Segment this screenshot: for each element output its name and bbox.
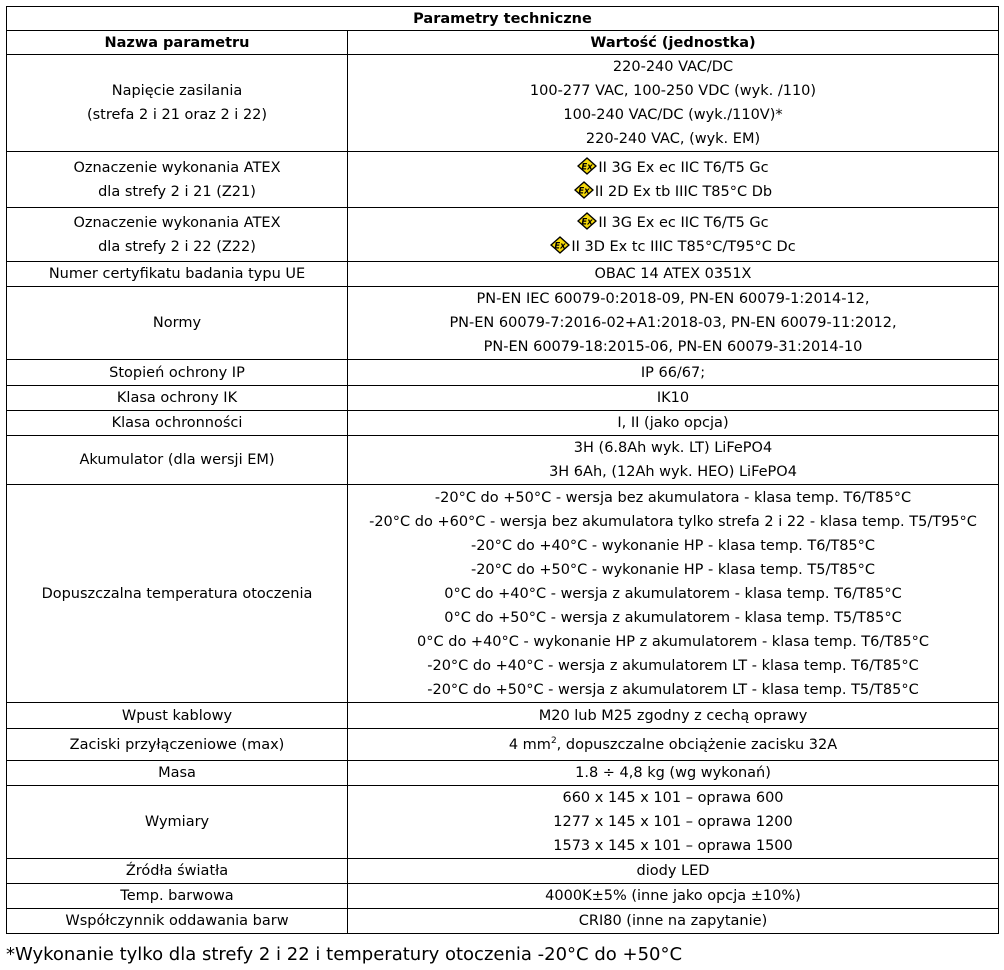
param-name: Współczynnik oddawania barw: [7, 909, 348, 934]
param-name: Źródła światła: [7, 859, 348, 884]
column-header-name: Nazwa parametru: [7, 31, 348, 55]
param-name: Wpust kablowy: [7, 703, 348, 729]
table-row: [7, 786, 999, 859]
param-name: Normy: [7, 287, 348, 360]
param-name: Dopuszczalna temperatura otoczenia: [7, 485, 348, 703]
table-row: [7, 761, 999, 786]
param-value: 4000K±5% (inne jako opcja ±10%): [348, 884, 999, 909]
param-value: 1.8 ÷ 4,8 kg (wg wykonań): [348, 761, 999, 786]
param-value: diody LED: [348, 859, 999, 884]
param-value: M20 lub M25 zgodny z cechą oprawy: [348, 703, 999, 729]
param-value: 3H (6.8Ah wyk. LT) LiFePO4 3H 6Ah, (12Ah wyk. HEO) LiFePO4: [348, 436, 999, 485]
param-value: 660 x 145 x 101 – oprawa 600 1277 x 145 x 101 – oprawa 1200 1573 x 145 x 101 – oprawa 1500: [348, 786, 999, 859]
column-header-value: Wartość (jednostka): [348, 31, 999, 55]
param-value: II 3G Ex ec IIC T6/T5 Gc II 3D Ex tc IIIC T85°C/T95°C Dc: [348, 208, 999, 262]
table-row: [7, 208, 999, 262]
atex-ex-icon: [574, 181, 594, 199]
param-name: Napięcie zasilania (strefa 2 i 21 oraz 2 i 22): [7, 55, 348, 152]
param-value: I, II (jako opcja): [348, 411, 999, 436]
param-value: 220-240 VAC/DC 100-277 VAC, 100-250 VDC (wyk. /110) 100-240 VAC/DC (wyk./110V)* 220-240 VAC, (wyk. EM): [348, 55, 999, 152]
atex-ex-icon: [550, 236, 570, 254]
atex-ex-icon: [577, 157, 597, 175]
param-value: CRI80 (inne na zapytanie): [348, 909, 999, 934]
param-value: II 3G Ex ec IIC T6/T5 Gc II 2D Ex tb IIIC T85°C Db: [348, 152, 999, 208]
param-value: OBAC 14 ATEX 0351X: [348, 262, 999, 287]
table-row: [7, 55, 999, 152]
param-name: Zaciski przyłączeniowe (max): [7, 729, 348, 761]
param-name: Oznaczenie wykonania ATEX dla strefy 2 i 22 (Z22): [7, 208, 348, 262]
table-row: [7, 287, 999, 360]
param-name: Akumulator (dla wersji EM): [7, 436, 348, 485]
table-row: [7, 703, 999, 729]
atex-ex-icon: [577, 212, 597, 230]
param-value: 4 $mm^2$, dopuszczalne obciążenie zacisku 32A: [348, 729, 999, 761]
footnote: *Wykonanie tylko dla strefy 2 i 22 i temperatury otoczenia -20°C do +50°C: [6, 944, 683, 965]
table-row: [7, 485, 999, 703]
param-name: Wymiary: [7, 786, 348, 859]
param-name: Klasa ochronności: [7, 411, 348, 436]
table-row: [7, 386, 999, 411]
param-name: Masa: [7, 761, 348, 786]
table-row: [7, 436, 999, 485]
table-row: [7, 884, 999, 909]
param-name: Oznaczenie wykonania ATEX dla strefy 2 i 21 (Z21): [7, 152, 348, 208]
table-row: [7, 360, 999, 386]
table-title: Parametry techniczne: [7, 7, 999, 31]
param-name: Klasa ochrony IK: [7, 386, 348, 411]
param-name: Stopień ochrony IP: [7, 360, 348, 386]
param-name: Temp. barwowa: [7, 884, 348, 909]
param-value: IK10: [348, 386, 999, 411]
table-row: [7, 152, 999, 208]
param-value: IP 66/67;: [348, 360, 999, 386]
param-name: Numer certyfikatu badania typu UE: [7, 262, 348, 287]
table-row: [7, 859, 999, 884]
technical-parameters-table: [6, 6, 999, 934]
table-row: [7, 729, 999, 761]
table-row: [7, 262, 999, 287]
param-value: PN-EN IEC 60079-0:2018-09, PN-EN 60079-1:2014-12, PN-EN 60079-7:2016-02+A1:2018-03, PN-EN 60079-11:2012, PN-EN 60079-18:2015-06, PN-EN 60079-31:2014-10: [348, 287, 999, 360]
table-row: [7, 909, 999, 934]
param-value: -20°C do +50°C - wersja bez akumulatora - klasa temp. T6/T85°C -20°C do +60°C - wersja bez akumulatora tylko strefa 2 i 22 - klasa temp. T5/T95°C -20°C do +40°C - wykonanie HP - klasa temp. T6/T85°C -20°C do +50°C - wykonanie HP - klasa temp. T5/T85°C 0°C do +40°C - wersja z akumulatorem - klasa temp. T6/T85°C 0°C do +50°C - wersja z akumulatorem - klasa temp. T5/T85°C 0°C do +40°C - wykonanie HP z akumulatorem - klasa temp. T6/T85°C -20°C do +40°C - wersja z akumulatorem LT - klasa temp. T6/T85°C -20°C do +50°C - wersja z akumulatorem LT - klasa temp. T5/T85°C: [348, 485, 999, 703]
table-row: [7, 411, 999, 436]
